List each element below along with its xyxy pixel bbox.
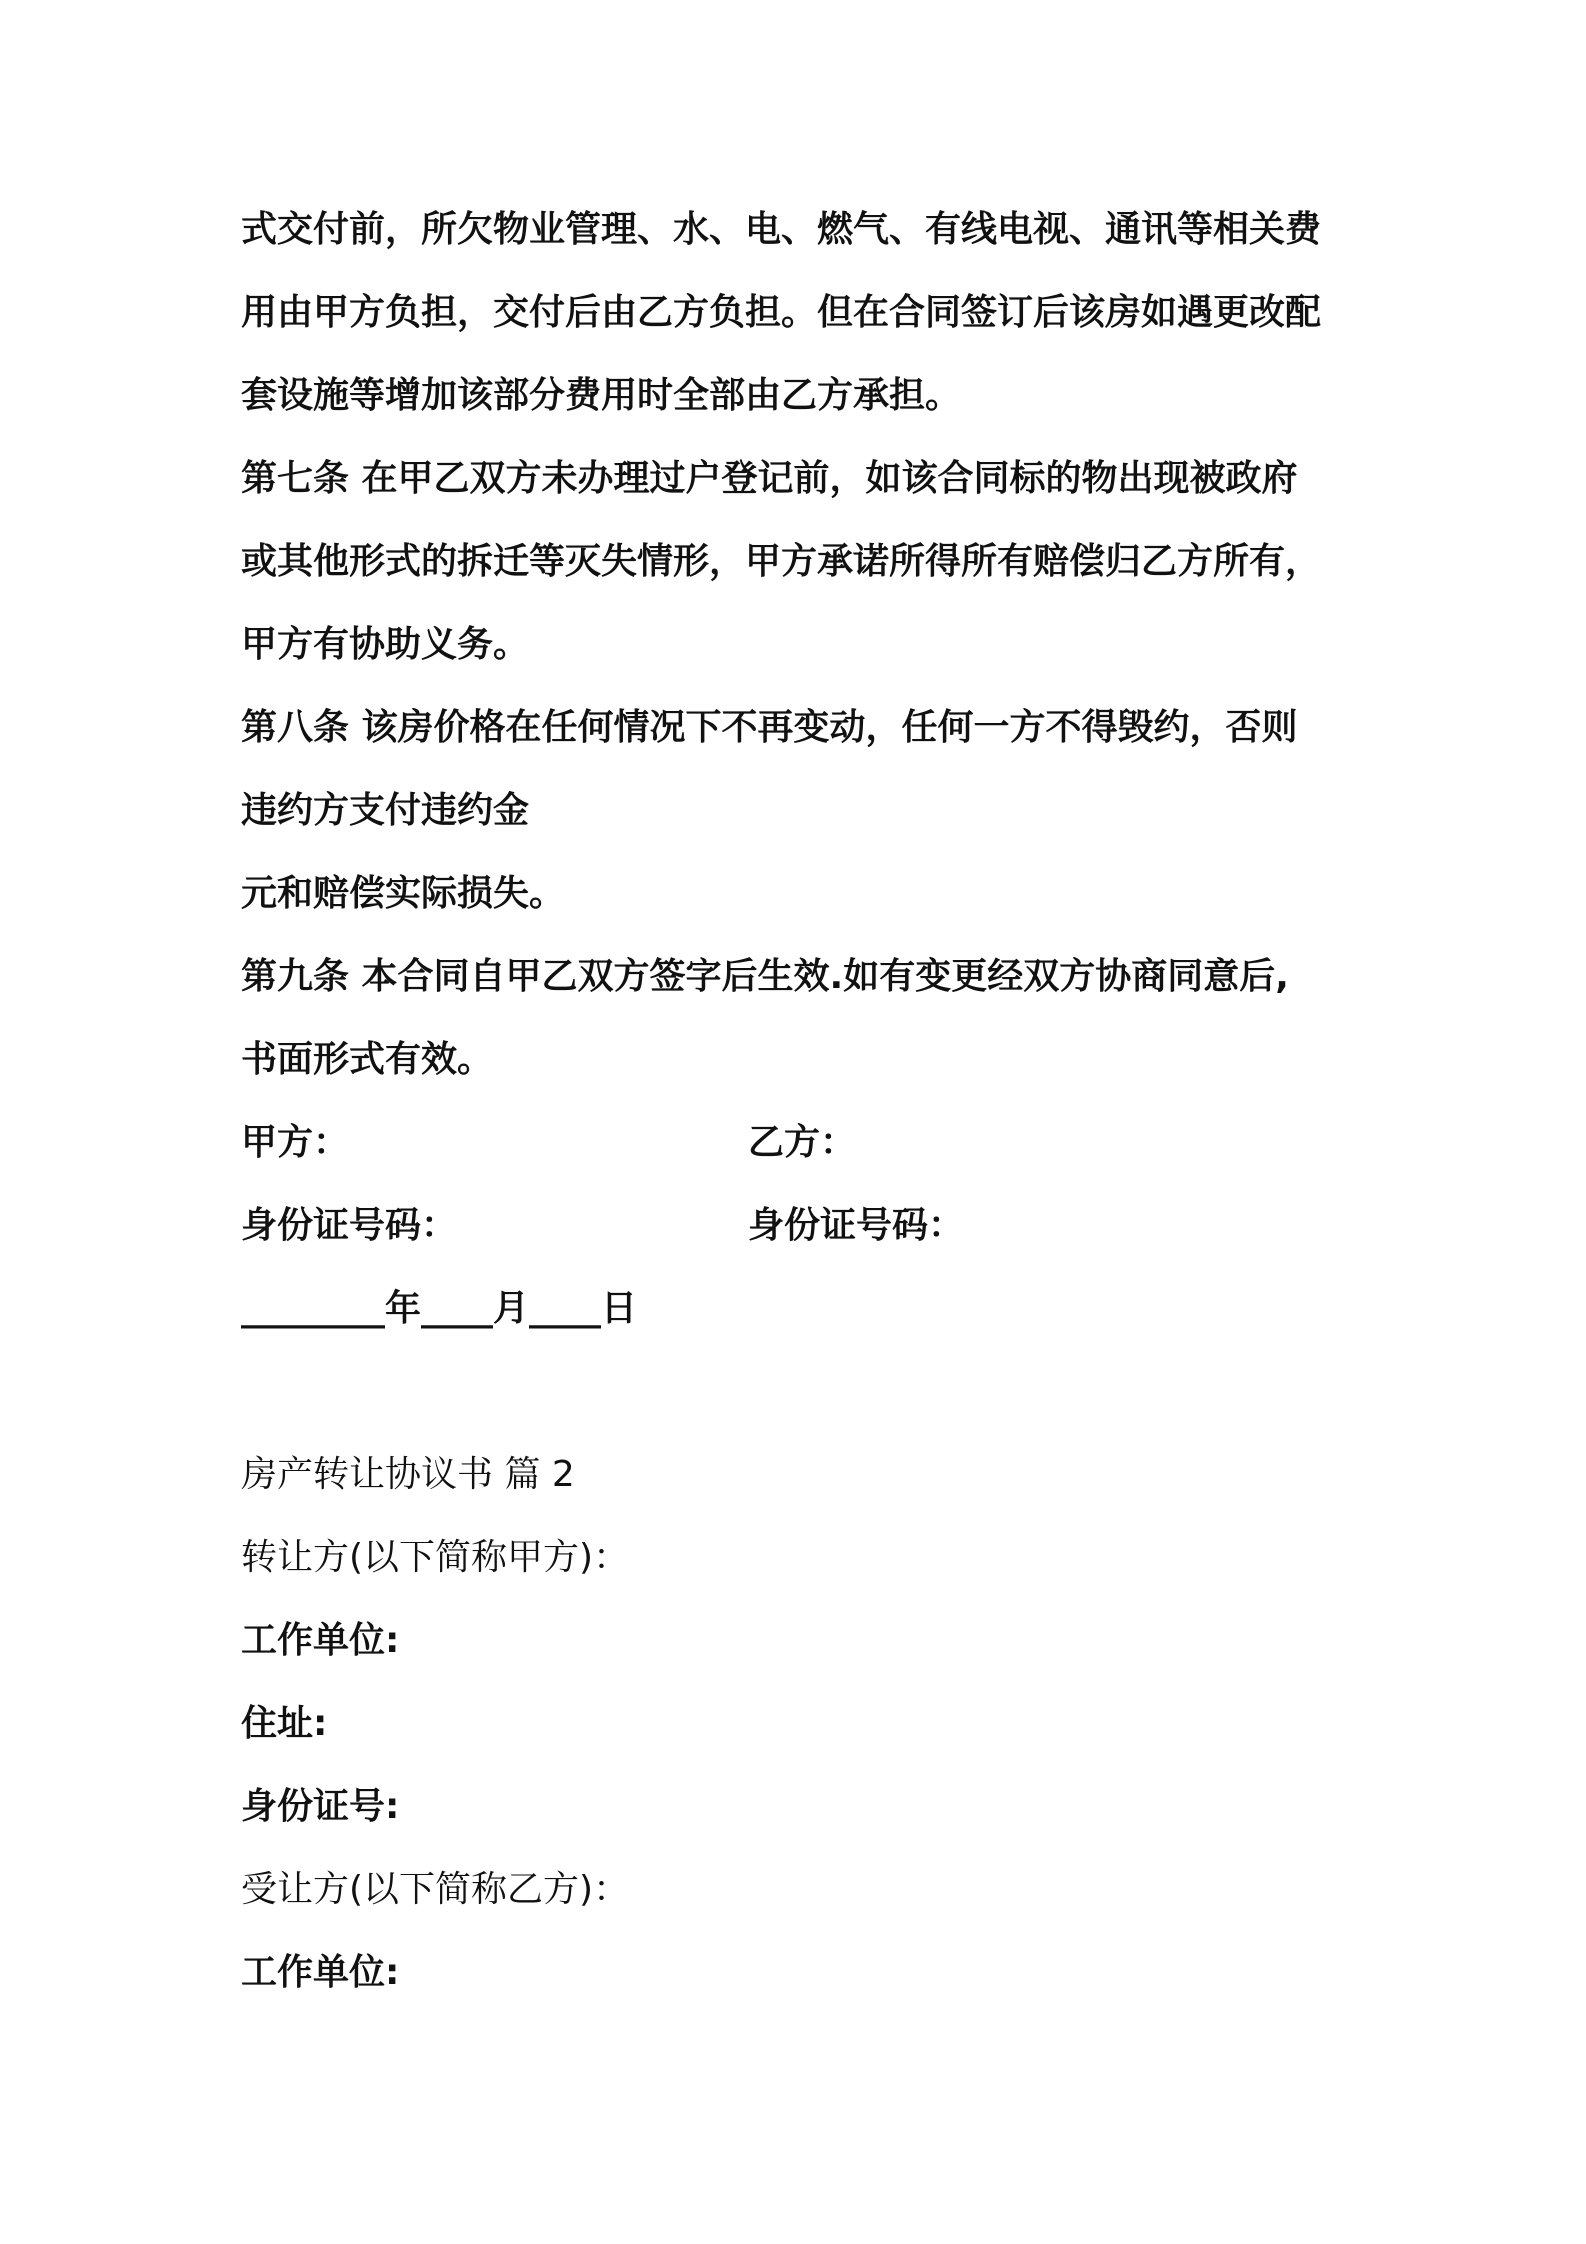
date-line: ________年____月____日	[241, 1288, 637, 1329]
field-transferee: 受让方(以下简称乙方)：	[241, 1869, 630, 1910]
paragraph-line: 书面形式有效。	[241, 1039, 494, 1080]
article-nine-line: 第九条 本合同自甲乙双方签字后生效.如有变更经双方协商同意后,	[241, 956, 1289, 997]
paragraph-line: 甲方有协助义务。	[241, 624, 530, 665]
id-a-label: 身份证号码：	[241, 1205, 458, 1246]
paragraph-line: 套设施等增加该部分费用时全部由乙方承担。	[241, 375, 962, 416]
id-b-label: 身份证号码：	[748, 1205, 965, 1246]
party-a-label: 甲方：	[241, 1122, 350, 1163]
article-eight-line: 第八条 该房价格在任何情况下不再变动，任何一方不得毁约，否则	[241, 707, 1298, 748]
party-b-label: 乙方：	[748, 1122, 857, 1163]
article-seven-line: 第七条 在甲乙双方未办理过户登记前，如该合同标的物出现被政府	[241, 458, 1298, 499]
field-address: 住址:	[241, 1703, 328, 1744]
field-work-unit-b: 工作单位:	[241, 1952, 400, 1993]
paragraph-line: 违约方支付违约金	[241, 790, 530, 831]
section-title: 房产转让协议书 篇 2	[241, 1454, 575, 1495]
signature-row-party	[241, 1121, 349, 1165]
field-id-number: 身份证号:	[241, 1786, 400, 1827]
paragraph-line: 式交付前，所欠物业管理、水、电、燃气、有线电视、通讯等相关费	[241, 209, 1322, 250]
paragraph-line: 或其他形式的拆迁等灭失情形，甲方承诺所得所有赔偿归乙方所有，	[241, 541, 1322, 582]
paragraph-line: 用由甲方负担，交付后由乙方负担。但在合同签订后该房如遇更改配	[241, 292, 1322, 333]
signature-row-id	[241, 1204, 457, 1248]
signature-row-id-b	[748, 1204, 964, 1248]
field-work-unit: 工作单位:	[241, 1620, 400, 1661]
paragraph-line: 元和赔偿实际损失。	[241, 873, 566, 914]
signature-row-party-b	[748, 1121, 856, 1165]
field-transferor: 转让方(以下简称甲方)：	[241, 1537, 630, 1578]
